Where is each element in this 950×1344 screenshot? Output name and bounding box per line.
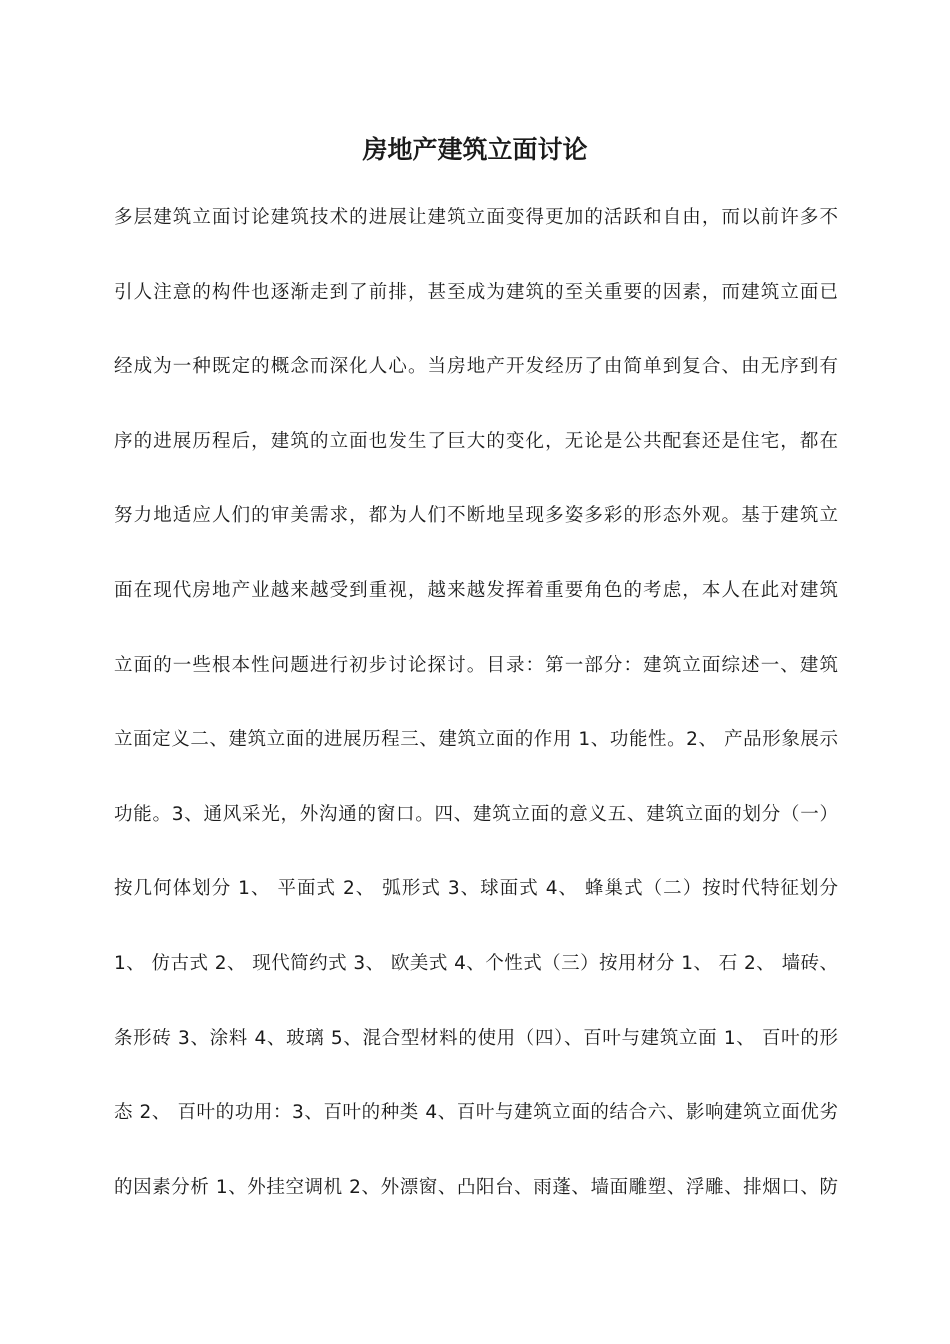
body-line: 功能。3、通风采光，外沟通的窗口。四、建筑立面的意义五、建筑立面的划分（一） [114,803,838,825]
body-line: 立面定义二、建筑立面的进展历程三、建筑立面的作用 1、功能性。2、 产品形象展示 [114,729,838,751]
body-line: 引人注意的构件也逐渐走到了前排，甚至成为建筑的至关重要的因素，而建筑立面已 [114,281,838,303]
document-body [114,199,838,1243]
body-line: 1、 仿古式 2、 现代简约式 3、 欧美式 4、个性式（三）按用材分 1、 石 2、 墙砖、 [114,952,838,974]
body-line: 努力地适应人们的审美需求，都为人们不断地呈现多姿多彩的形态外观。基于建筑立 [114,505,838,527]
body-line: 面在现代房地产业越来越受到重视，越来越发挥着重要角色的考虑，本人在此对建筑 [114,579,838,601]
body-line: 态 2、 百叶的功用：3、百叶的种类 4、百叶与建筑立面的结合六、影响建筑立面优劣 [114,1102,838,1124]
body-line: 多层建筑立面讨论建筑技术的进展让建筑立面变得更加的活跃和自由，而以前许多不 [114,207,838,228]
document-title: 房地产建筑立面讨论 [362,135,588,164]
body-line: 的因素分析 1、外挂空调机 2、外漂窗、凸阳台、雨蓬、墙面雕塑、浮雕、排烟口、防 [114,1176,838,1198]
body-line: 立面的一些根本性问题进行初步讨论探讨。目录：第一部分：建筑立面综述一、建筑 [114,654,838,676]
body-line: 按几何体划分 1、 平面式 2、 弧形式 3、球面式 4、 蜂巢式（二）按时代特征划分 [114,878,838,900]
body-line: 条形砖 3、涂料 4、玻璃 5、混合型材料的使用（四）、百叶与建筑立面 1、 百叶的形 [114,1027,838,1049]
body-line: 序的进展历程后，建筑的立面也发生了巨大的变化，无论是公共配套还是住宅，都在 [114,430,838,452]
body-line: 经成为一种既定的概念而深化人心。当房地产开发经历了由简单到复合、由无序到有 [114,356,838,378]
